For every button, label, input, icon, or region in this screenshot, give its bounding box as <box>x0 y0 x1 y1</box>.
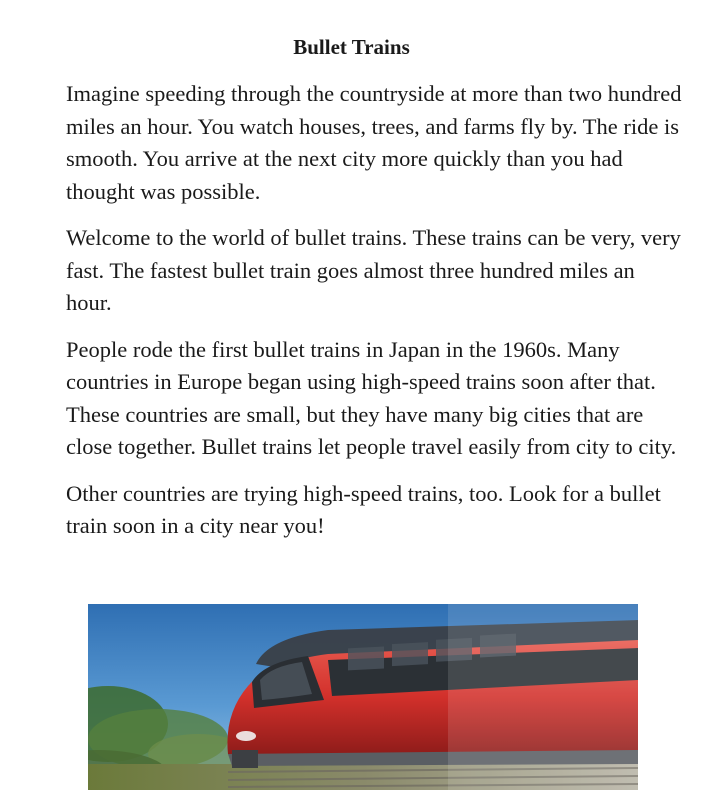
train-illustration <box>88 604 638 790</box>
train-photo <box>88 604 638 790</box>
article-body <box>66 78 686 543</box>
document-title: Bullet Trains <box>293 35 410 59</box>
speed-haze <box>448 604 638 790</box>
paragraph-welcome: Welcome to the world of bullet trains. These trains can be very, very fast. The fastest bullet train goes almost three hundred miles an hour. <box>66 225 681 315</box>
paragraph-intro: Imagine speeding through the countryside at more than two hundred miles an hour. You watch houses, trees, and farms fly by. The ride is smooth. You arrive at the next city more quickly than you had thought was possible. <box>66 81 682 204</box>
paragraph-closing: Other countries are trying high-speed trains, too. Look for a bullet train soon in a city near you! <box>66 480 661 538</box>
paragraph-history: People rode the first bullet trains in Japan in the 1960s. Many countries in Europe began using high-speed trains soon after that. These countries are small, but they have many big cities that are close together. Bullet trains let people travel easily from city to city. <box>66 336 677 459</box>
